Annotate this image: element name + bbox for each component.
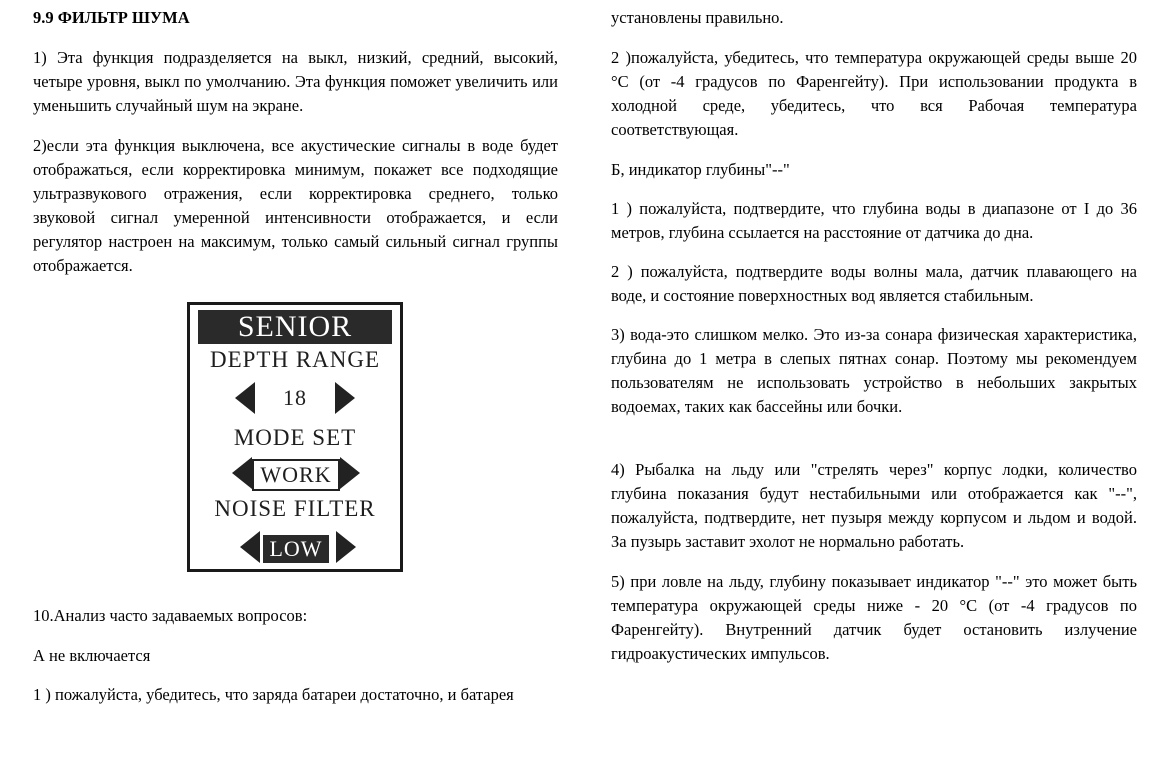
faq-b-item-3: 3) вода-это слишком мелко. Это из-за сонара физическая характеристика, глубина до 1 метра в слепых пятнах сонар. Поэтому мы рекомендуем пользователям не использовать устройство в небольших закрытых водоемах, таких как бассейны или бочки. bbox=[611, 325, 1137, 416]
right-arrow-icon bbox=[335, 382, 355, 414]
faq-section-b-title: Б, индикатор глубины"--" bbox=[611, 160, 790, 179]
left-arrow-icon bbox=[232, 457, 252, 489]
noise-filter-paragraph-2: 2)если эта функция выключена, все акустические сигналы в воде будет отображаться, если корректировка минимум, покажет все подходящие ультразвукового отражения, если корректировка среднего, только звуковой сигнал умеренной интенсивности отображается, и если регулятор настроен на максимум, только самый сильный сигнал группы отображается. bbox=[33, 136, 558, 275]
faq-section-a-title: А не включается bbox=[33, 646, 151, 665]
display-title: SENIOR bbox=[198, 310, 392, 344]
noise-filter-value: LOW bbox=[263, 535, 329, 563]
faq-b-item-5: 5) при ловле на льду, глубину показывает индикатор "--" это может быть температура окружающей среды ниже - 20 °C (от -4 градусов по Фаренгейту). Внутренний датчик будет остановить излучение гидроакустических импульсов. bbox=[611, 572, 1137, 663]
section-heading: 9.9 ФИЛЬТР ШУМА bbox=[33, 8, 190, 27]
device-display-figure bbox=[187, 302, 403, 572]
right-arrow-icon bbox=[336, 531, 356, 563]
right-arrow-icon bbox=[340, 457, 360, 489]
mode-set-label: MODE SET bbox=[233, 425, 357, 450]
faq-a-item-1-continued: установлены правильно. bbox=[611, 8, 784, 27]
faq-a-item-2: 2 )пожалуйста, убедитесь, что температура окружающей среды выше 20 °C (от -4 градусов по Фаренгейту). При использовании продукта в холодной среде, убедитесь, что вся Рабочая температура соответствующая. bbox=[611, 48, 1137, 139]
faq-b-item-1: 1 ) пожалуйста, подтвердите, что глубина воды в диапазоне от I до 36 метров, глубина ссылается на расстояние от датчика до дна. bbox=[611, 199, 1137, 242]
faq-heading: 10.Анализ часто задаваемых вопросов: bbox=[33, 606, 308, 625]
faq-a-item-1: 1 ) пожалуйста, убедитесь, что заряда батареи достаточно, и батарея bbox=[33, 685, 514, 704]
left-arrow-icon bbox=[235, 382, 255, 414]
left-arrow-icon bbox=[240, 531, 260, 563]
mode-set-value: WORK bbox=[252, 459, 340, 491]
depth-range-value: 18 bbox=[283, 385, 307, 410]
depth-range-label: DEPTH RANGE bbox=[209, 347, 381, 372]
noise-filter-paragraph-1: 1) Эта функция подразделяется на выкл, низкий, средний, высокий, четыре уровня, выкл по умолчанию. Эта функция поможет увеличить или уменьшить случайный шум на экране. bbox=[33, 48, 558, 115]
faq-b-item-4: 4) Рыбалка на льду или "стрелять через" корпус лодки, количество глубина показания будут нестабильными или отображается как "--", пожалуйста, подтвердите, нет пузыря между корпусом и льдом и водой. За пузырь заставит эхолот не нормально работать. bbox=[611, 460, 1137, 551]
faq-b-item-2: 2 ) пожалуйста, подтвердите воды волны мала, датчик плавающего на воде, и состояние поверхностных вод является стабильным. bbox=[611, 262, 1137, 305]
noise-filter-label: NOISE FILTER bbox=[214, 496, 376, 521]
